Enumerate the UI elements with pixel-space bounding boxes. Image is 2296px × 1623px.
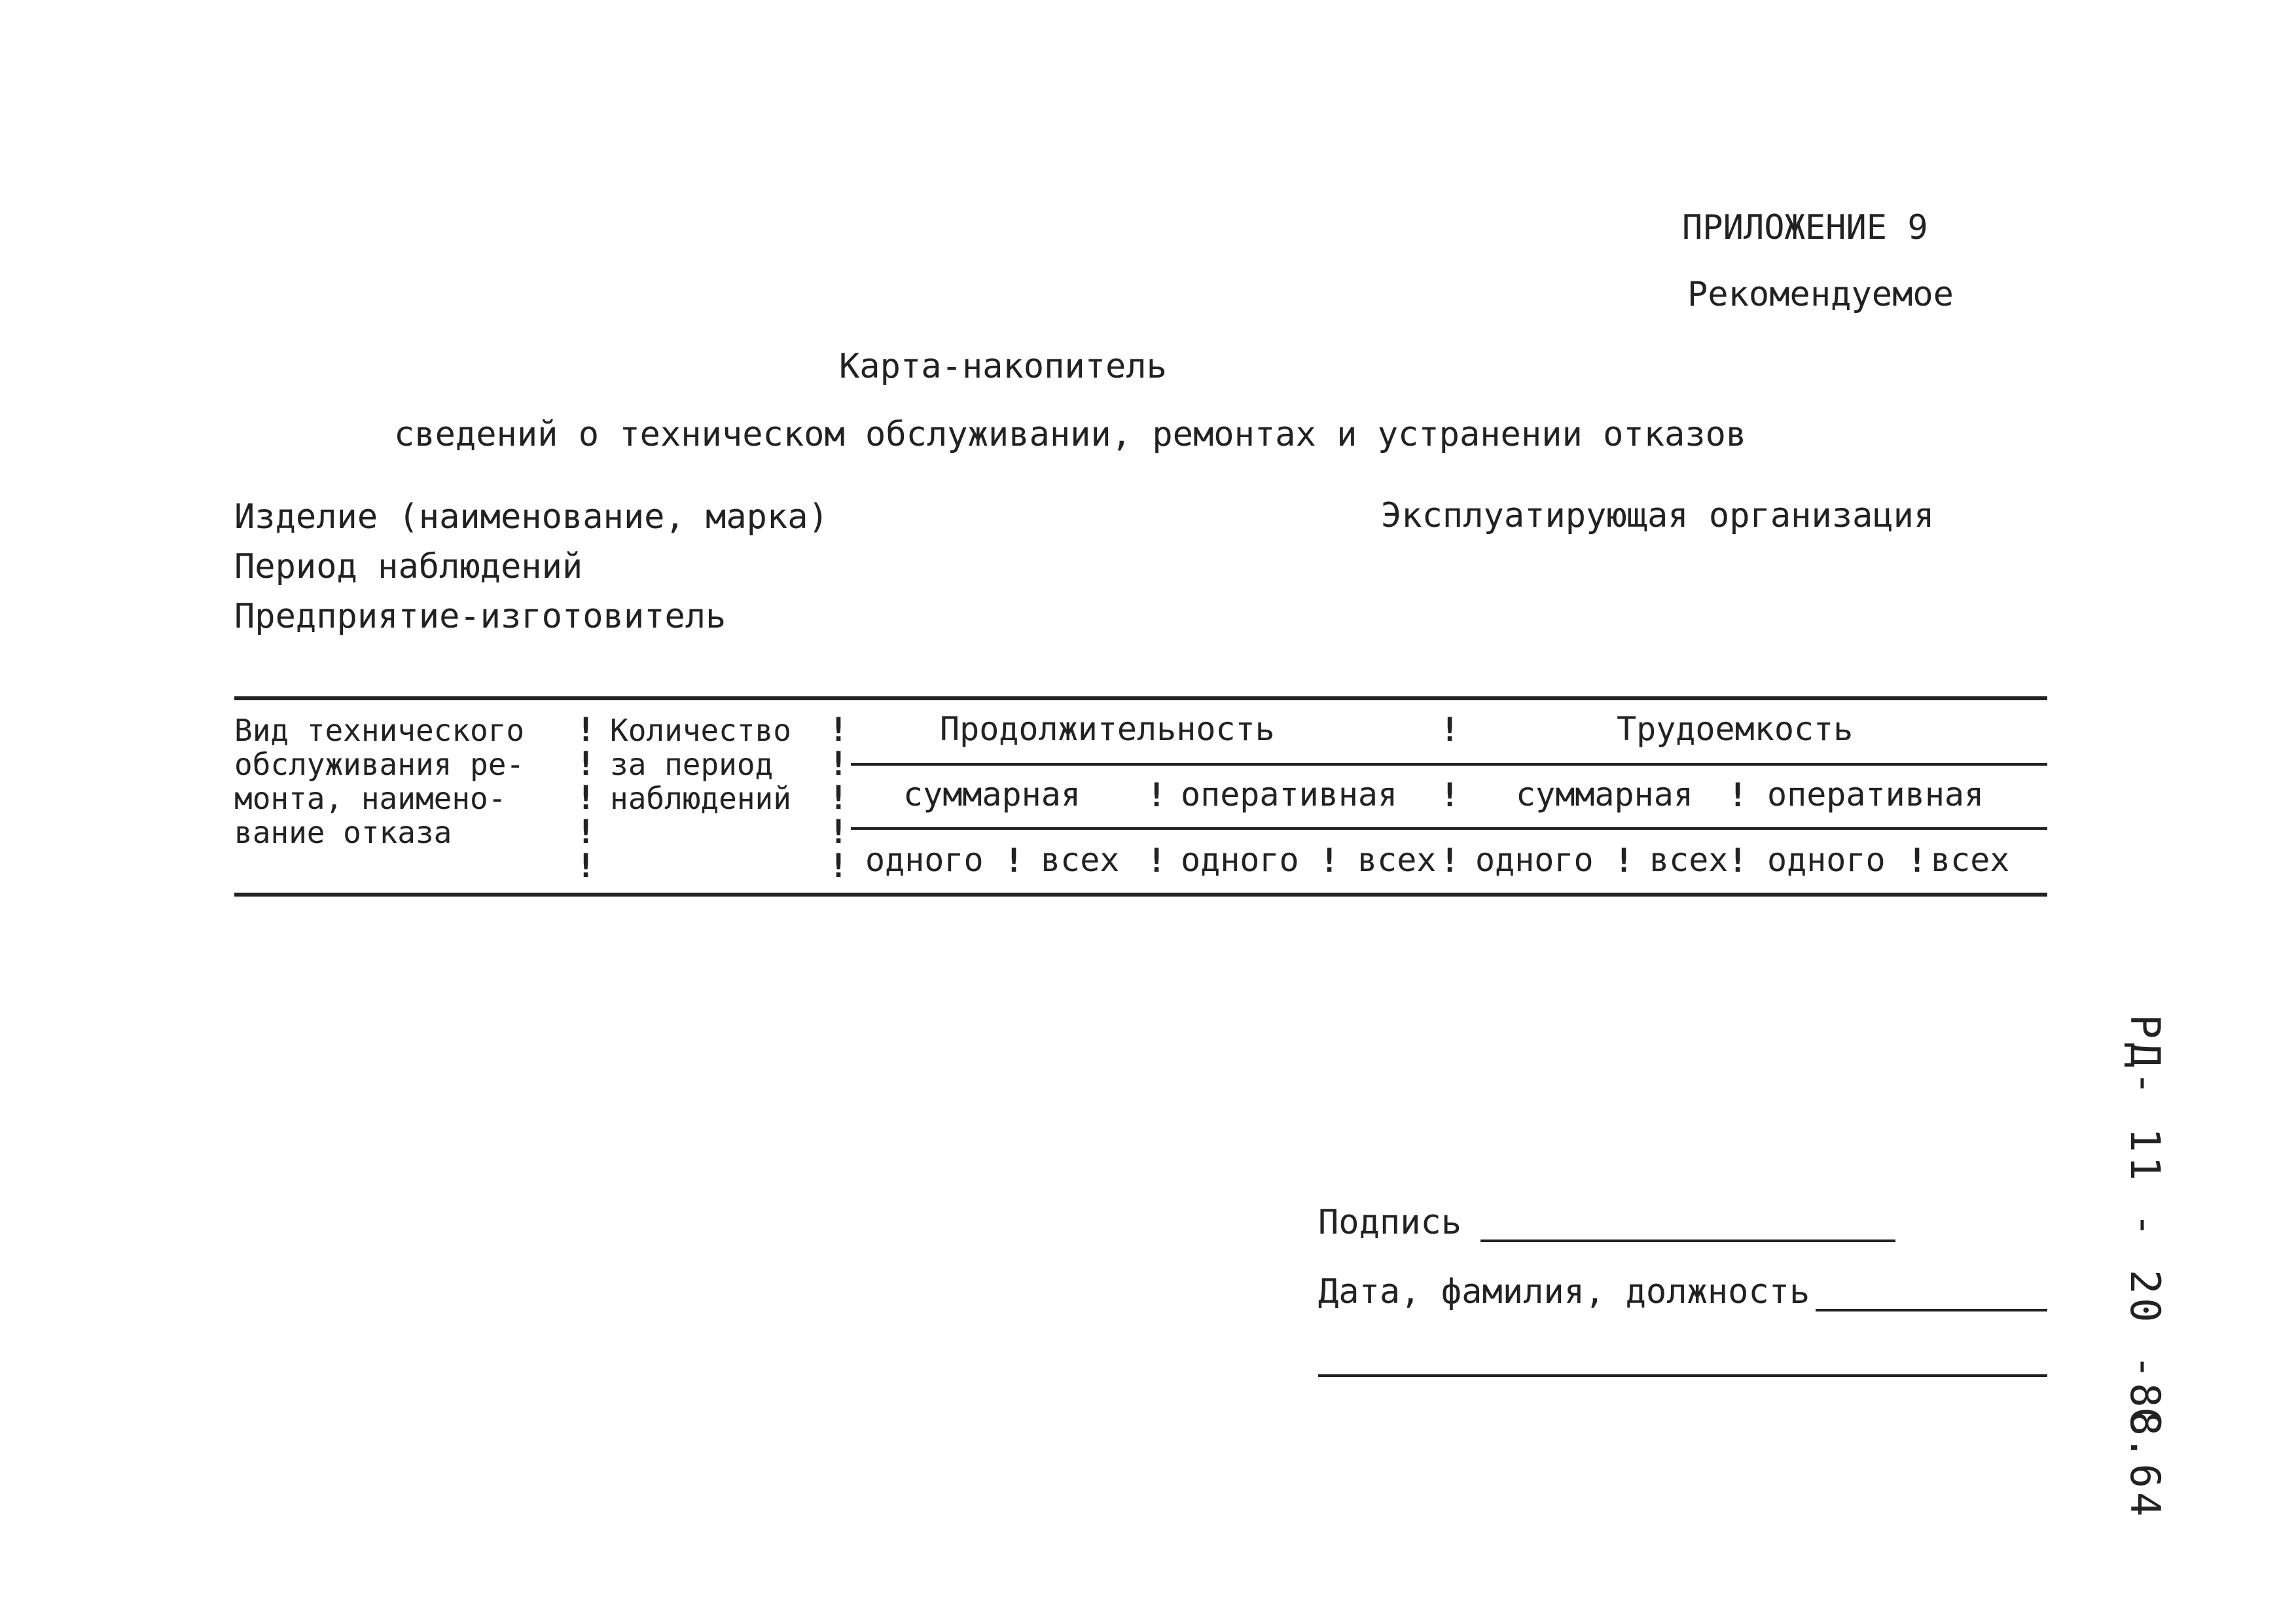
col-separator: ! — [1728, 776, 1748, 814]
col-quantity-line2: за период — [610, 747, 774, 782]
unit-one: одного — [865, 841, 984, 879]
unit-one: одного — [1767, 841, 1886, 879]
col-separator: ! — [1440, 842, 1460, 880]
doc-code: РД- 11 - 20 -88 — [2121, 1014, 2169, 1440]
col-separator: ! — [829, 711, 849, 749]
col-quantity-line3: наблюдений — [610, 781, 791, 816]
extra-signature-line — [1318, 1374, 2047, 1377]
col-separator: ! — [576, 779, 596, 817]
unit-all: всех — [1357, 841, 1437, 879]
appendix-title: ПРИЛОЖЕНИЕ 9 — [1682, 208, 1928, 247]
table-group-rule — [851, 763, 2047, 766]
col-maintenance-type-line2: обслуживания ре- — [234, 747, 525, 782]
col-separator: ! — [576, 813, 596, 851]
table-bottom-rule — [234, 893, 2047, 897]
field-period: Период наблюдений — [234, 547, 583, 586]
col-separator: ! — [1147, 776, 1167, 814]
unit-all: всех — [1041, 841, 1120, 879]
table-sub-rule — [851, 827, 2047, 830]
field-manufacturer: Предприятие-изготовитель — [234, 597, 726, 636]
group-duration: Продолжительность — [940, 710, 1275, 748]
document-subtitle: сведений о техническом обслуживании, ремонтах и устранении отказов — [394, 415, 1747, 454]
signature-label: Подпись — [1318, 1203, 1462, 1242]
appendix-status: Рекомендуемое — [1687, 275, 1954, 314]
group-labor: Трудоемкость — [1617, 710, 1854, 748]
date-name-position-line — [1816, 1309, 2047, 1311]
unit-all: всех — [1931, 841, 2010, 879]
col-separator: ! — [829, 813, 849, 851]
date-name-position-label: Дата, фамилия, должность — [1318, 1272, 1810, 1311]
col-separator: ! — [1319, 842, 1340, 880]
col-separator: ! — [576, 745, 596, 783]
document-title: Карта-накопитель — [839, 347, 1167, 386]
col-separator: ! — [1440, 776, 1460, 814]
field-product: Изделие (наименование, марка) — [234, 497, 829, 537]
col-separator: ! — [829, 745, 849, 783]
sub-labor-total: суммарная — [1516, 776, 1693, 813]
col-separator: ! — [1907, 842, 1928, 880]
col-separator: ! — [1614, 842, 1634, 880]
sub-labor-operative: оперативная — [1767, 776, 1984, 813]
sub-duration-total: суммарная — [903, 776, 1081, 813]
col-maintenance-type-line4: вание отказа — [234, 815, 452, 850]
page-number-text: С.64 — [2121, 1407, 2169, 1521]
table-top-rule — [234, 696, 2047, 700]
sub-duration-operative: оперативная — [1181, 776, 1398, 813]
col-maintenance-type-line1: Вид технического — [234, 713, 525, 748]
col-maintenance-type-line3: монта, наимено- — [234, 781, 507, 816]
col-separator: ! — [1440, 711, 1460, 749]
col-separator: ! — [1147, 842, 1167, 880]
page-number — [2122, 1407, 2168, 1520]
col-separator: ! — [829, 847, 849, 885]
col-quantity-line1: Количество — [610, 713, 791, 748]
unit-all: всех — [1649, 841, 1729, 879]
col-separator: ! — [576, 847, 596, 885]
col-separator: ! — [829, 779, 849, 817]
col-separator: ! — [1004, 842, 1024, 880]
unit-one: одного — [1181, 841, 1299, 879]
field-operator: Эксплуатирующая организация — [1381, 496, 1935, 535]
document-code — [2122, 1014, 2168, 1440]
unit-one: одного — [1475, 841, 1594, 879]
col-separator: ! — [1728, 842, 1748, 880]
signature-line — [1480, 1240, 1895, 1242]
col-separator: ! — [576, 711, 596, 749]
